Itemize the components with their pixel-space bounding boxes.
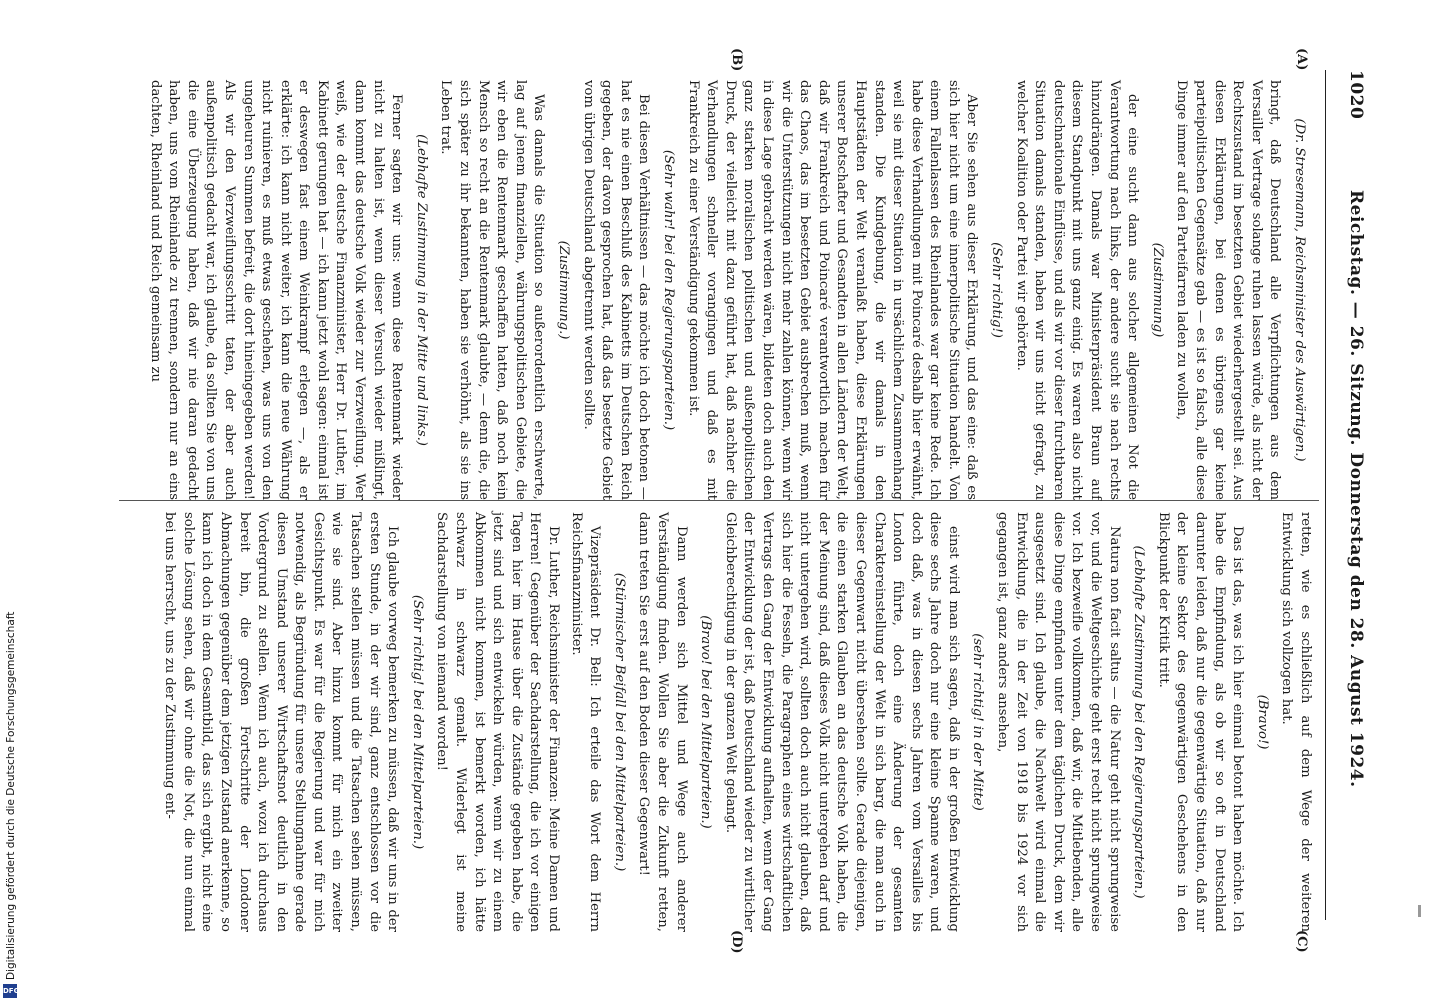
footer-credit-strip (2, 600, 22, 1000)
funding-credit: Digitalisierung gefördert durch die Deutsche Forschungsgemeinschaft (5, 611, 17, 980)
interjection: (Bravo! bei den Mittelparteien.) (698, 615, 714, 829)
paragraph: bringt, daß Deutschland alle Verpflichtungen aus dem Versailler Vertrage solange ruhen lassen würde, als nicht der Rechtszustand im besetzten Gebiet wiederhergestellt sei. Aus diesen Erklärungen, bei denen es übrigens gar keine parteipolitischen Gegensätze gab — es ist so falsch, alle diese Dinge immer auf den Parteifarren laden zu wollen, (1174, 80, 1283, 500)
page-title: Reichstag. — 26. Sitzung. Donnerstag den 28. August 1924. (1346, 190, 1366, 788)
column-divider (119, 500, 1319, 501)
paragraph: retten, wie es schließlich auf dem Wege der weiteren Entwicklung sich vollzogen hat. (1279, 512, 1313, 932)
left-column (141, 80, 1314, 500)
paragraph: Natura non facit saltus — die Natur geht nicht sprungweise vor, und die Weltgeschichte geht erst recht nicht sprungweise vor. Ich bezweifle vollkommen, daß wir, die Mitlebenden, alle diese Dinge empfinden unter dem täglichen Druck, dem wir ausgesetzt sind. Ich glaube, die Nachwelt wird einmal die Entwicklung, die in der Zeit von 1918 bis 1924 vor sich gegangen ist, ganz anders ansehen, (995, 512, 1122, 932)
page-header (1334, 70, 1374, 920)
margin-marker-a: (A) (1294, 48, 1309, 71)
paragraph: Bei diesen Verhältnissen — das möchte ich doch betonen — hat es nie einen Beschluß des Kabinetts im Deutschen Reich gegeben, der davon gesprochen hat, daß das besetzte Gebiet vom übrigen Deutschland abgetrennt werden sollte. (580, 80, 652, 500)
paragraph: Vizepräsident Dr. Bell: Ich erteile das Wort dem Herrn Reichsfinanzminister. (568, 512, 603, 932)
page-number: 1020 (1346, 70, 1366, 120)
interjection: (Sehr wahr! bei den Regierungsparteien.) (661, 149, 676, 431)
paragraph: Was damals die Situation so außerordentlich erschwerte, lag auf jenem finanziellen, währungspolitischen Gebiete, die wir eben die Rentenmark geschaffen hatten, daß noch kein Mensch so recht an die Rentenmark glaubte, — denn die, die sich später zu ihr bekannten, haben sie verhöhnt, als sie ins Leben trat. (438, 80, 547, 500)
margin-marker-c: (C) (1294, 930, 1309, 953)
paragraph: Dr. Luther, Reichsminister der Finanzen: Meine Damen und Herren! Gegenüber der Sachdarstellung, die ich vor einigen Tagen hier im Hause über die Zustände gegeben habe, die jetzt sind und sich entwickeln würden, wenn wir zu einem Abkommen nicht kommen, ist bemerkt worden, ich hätte schwarz in schwarz gemalt. Widerlegt ist meine Sachdarstellung von niemand worden! (434, 512, 562, 932)
speaker-line: (Dr. Stresemann, Reichsminister des Auswärtigen.) (1292, 118, 1307, 462)
paragraph: Das ist das, was ich hier einmal betont haben möchte. Ich habe die Empfindung, als ob wir so oft in Deutschland darunter leiden, daß nur die gegenwärtige Situation, daß nur der kleine Sektor des gegenwärtigen Geschehens in den Blickpunkt der Kritik tritt. (1155, 512, 1246, 932)
interjection: (Lebhafte Zustimmung in der Mitte und links.) (413, 134, 429, 446)
interjection: (Bravo!) (1254, 694, 1270, 750)
interjection: (Sehr richtig! bei den Mittelparteien.) (409, 594, 425, 850)
interjection: (Zustimmung) (1149, 242, 1165, 338)
paragraph: der eine sucht dann aus solcher allgemeinen Not die Verantwortung nach links, der andere sucht sie nach rechts hinzudrängen. Damals war Ministerpräsident Braun auf diesem Standpunkt mit uns ganz einig. Es waren also nicht deutschnationale Einflüsse, und als wir vor dieser furchtbaren Situation damals standen, haben wir uns nicht gefragt, zu welcher Koalition oder Partei wir gehörten. (1013, 80, 1141, 500)
interjection: (Zustimmung.) (556, 240, 572, 340)
right-column (156, 512, 1314, 932)
header-rule (1325, 70, 1326, 920)
paragraph: einst wird man sich sagen, daß in der großen Entwicklung diese sechs Jahre doch nur eine kleine Spanne waren, und doch daß, was in diesen sechs Jahren vom Versailles bis London führte, doch eine Änderung der gesamten Charaktereinstellung der Welt in sich barg, die man auch in dieser Gegenwart nicht übersehen sollte. Gerade diejenigen, die einen starken Glauben an das deutsche Volk haben, die der Meinung sind, daß dieses Volk nicht untergehen darf und nicht untergehen wird, sollten doch auch nicht glauben, daß sich hier die Fesseln, die Paragraphen eines wirtschaftlichen Vertrags den Gang der Entwicklung aufhalten, wenn der Gang der Entwicklung der ist, daß Deutschland wieder zu wirtlicher Gleichberechtigung in der ganzen Welt gelangt. (722, 512, 961, 932)
interjection: (Sehr richtig!) (989, 242, 1005, 338)
interjection: (Lebhafte Zustimmung bei den Regierungsparteien.) (1131, 545, 1147, 899)
margin-marker-d: (D) (729, 930, 744, 954)
paragraph: Ferner sagten wir uns: wenn diese Rentenmark wieder nicht zu halten ist, wenn dieser Versuch wieder mißlingt, dann kommt das deutsche Volk wieder zur Verzweiflung. Wer weiß, wie der deutsche Finanzminister, Herr Dr. Luther, im Kabinett gerungen hat — ich kann jetzt wohl sagen: einmal ist er deswegen fast einem Weinkrampf erlegen —, als er erklärte: ich kann nicht weiter, ich kann die neue Währung nicht ruinieren, es muß etwas geschehen, was uns von den ungeheuren Summen befreit, die dort hineingegeben werden! Als wir den Verzweiflungsschritt taten, der aber auch außenpolitisch gedacht war, ich glaube, da sollten Sie von uns die eine Überzeugung haben, daß wir nie daran gedacht haben, uns vom Rheinlande zu trennen, sondern nur an eins dachten, Rheinland und Reich gemeinsam zu (147, 80, 405, 500)
paragraph: Aber Sie sehen aus dieser Erklärung, und das eine: daß es sich hier nicht um eine innerpolitische Situation handelt. Von einem Fallenlassen des Rheinlandes war gar keine Rede. Ich habe diese Verhandlungen mit Poincaré deshalb hier erwähnt, weil sie mit dieser Situation in ursächlichem Zusammenhang standen. Die Kundgebung, die wir damals in den Hauptstädten der Welt veranlaßt haben, diese Erklärungen unserer Botschafter und Gesandten in allen Ländern der Welt, daß wir Frankreich und Poincaré verantwortlich machen für das Chaos, das im besetzten Gebiet ausbrechen muß, wenn wir die Unterstützungen nicht mehr zahlen können, wenn wir in diese Lage gebracht werden wären, bildeten doch auch den ganz starken moralischen politischen und außenpolitischen Druck, der vielleicht mit dazu geführt hat, daß nachher die Verhandlungen schneller vorangingen und daß es mit Frankreich zu einer Verständigung gekommen ist. (685, 80, 980, 500)
interjection: (Stürmischer Beifall bei den Mittelparteien.) (611, 572, 627, 872)
interjection: (sehr richtig! in der Mitte) (970, 633, 986, 811)
paragraph: Ich glaube vorweg bemerken zu müssen, daß wir uns in der ersten Stunde, in der wir sind, ganz entschlossen vor die Tatsachen stellen müssen und die Tatsachen sehen müssen, wie sie sind. Aber hinzu kommt für mich ein zweiter Gesichtspunkt. Es war für die Regierung und war für mich notwendig, als Begründung für unsere Stellungnahme gerade diesen Umstand unserer Wirtschaftsnot deutlich in den Vordergrund zu stellen. Wenn ich auch, wozu ich durchaus bereit bin, die großen Fortschritte der Londoner Abmachungen gegenüber dem jetzigen Zustand anerkenne, so kann ich doch in dem Gesamtbild, das sich ergibt, nicht eine solche Lösung sehen, daß wir ohne die Not, die nun einmal bei uns herrscht, uns zu der Zustimmung ent- (162, 512, 401, 932)
paragraph: Dann werden sich Mittel und Wege auch anderer Verständigung finden. Wollen Sie aber die Zukunft retten, dann treten Sie erst auf den Boden dieser Gegenwart! (636, 512, 689, 932)
scan-edge-mark (1418, 905, 1421, 917)
dfg-logo: DFG (3, 984, 17, 998)
margin-marker-b: (B) (729, 48, 744, 72)
